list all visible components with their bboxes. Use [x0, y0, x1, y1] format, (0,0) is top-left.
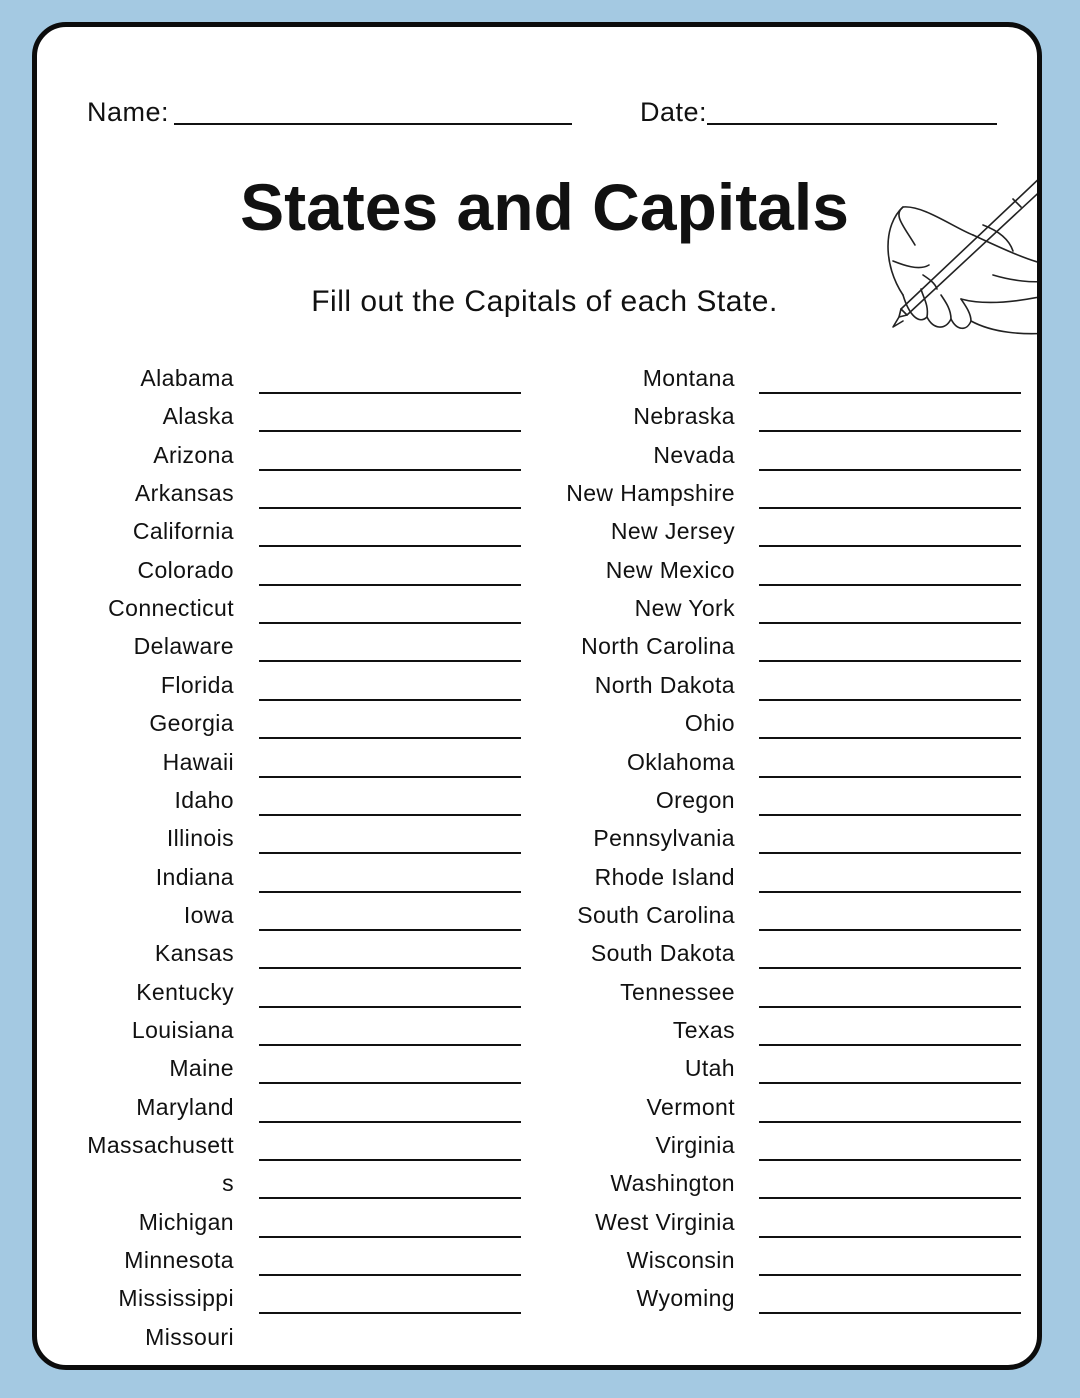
capital-answer-line[interactable] — [759, 545, 1021, 547]
date-label: Date: — [640, 97, 708, 127]
instructions: Fill out the Capitals of each State. — [311, 285, 778, 318]
state-label: New York — [634, 595, 735, 622]
capital-answer-line[interactable] — [259, 737, 521, 739]
capital-answer-line[interactable] — [259, 584, 521, 586]
state-label: Rhode Island — [594, 863, 735, 890]
state-label: Vermont — [646, 1093, 735, 1120]
capital-answer-line[interactable] — [259, 1197, 521, 1199]
capital-answer-line[interactable] — [259, 622, 521, 624]
name-line[interactable] — [174, 123, 572, 125]
state-label: Louisiana — [131, 1016, 234, 1043]
capital-answer-line[interactable] — [259, 891, 521, 893]
capital-answer-line[interactable] — [259, 430, 521, 432]
capital-answer-line[interactable] — [259, 1312, 521, 1314]
capital-answer-line[interactable] — [759, 814, 1021, 816]
state-label: Wisconsin — [626, 1247, 735, 1274]
state-label: Alabama — [140, 365, 234, 391]
state-label: Maryland — [136, 1093, 234, 1120]
capital-answer-line[interactable] — [759, 1121, 1021, 1123]
state-label: Montana — [642, 365, 735, 391]
capital-answer-line[interactable] — [259, 776, 521, 778]
capital-answer-line[interactable] — [259, 545, 521, 547]
state-label: Oregon — [655, 786, 735, 813]
capital-answer-line[interactable] — [759, 929, 1021, 931]
state-label: Kentucky — [136, 978, 234, 1005]
capital-answer-line[interactable] — [759, 430, 1021, 432]
capital-answer-line[interactable] — [759, 1044, 1021, 1046]
capital-answer-line[interactable] — [759, 776, 1021, 778]
capital-answer-line[interactable] — [759, 622, 1021, 624]
state-label: Utah — [684, 1055, 735, 1082]
state-label: s — [222, 1170, 234, 1197]
state-label: Ohio — [684, 710, 735, 737]
state-label: South Carolina — [577, 901, 735, 928]
date-line[interactable] — [707, 123, 997, 125]
state-label: New Mexico — [605, 556, 735, 583]
state-label: Hawaii — [162, 748, 234, 775]
state-label: Washington — [610, 1170, 735, 1197]
state-label: Illinois — [166, 825, 234, 852]
capital-answer-line[interactable] — [759, 891, 1021, 893]
state-label: South Dakota — [590, 940, 735, 967]
capital-answer-line[interactable] — [759, 507, 1021, 509]
state-label: Delaware — [133, 633, 234, 660]
capital-answer-line[interactable] — [259, 392, 521, 394]
capital-answer-line[interactable] — [759, 967, 1021, 969]
capital-answer-line[interactable] — [259, 967, 521, 969]
state-label: Florida — [160, 671, 234, 698]
state-label: Colorado — [137, 556, 234, 583]
state-label: Nevada — [653, 441, 735, 468]
capital-answer-line[interactable] — [759, 660, 1021, 662]
state-label: Kansas — [154, 940, 234, 967]
state-label: New Jersey — [610, 518, 735, 545]
worksheet — [32, 22, 1042, 1370]
state-label: Tennessee — [620, 978, 735, 1005]
state-label: Idaho — [174, 786, 234, 813]
capital-answer-line[interactable] — [759, 469, 1021, 471]
capital-answer-line[interactable] — [259, 1236, 521, 1238]
state-label: Connecticut — [108, 595, 234, 622]
state-label: Texas — [672, 1016, 735, 1043]
state-label: Arizona — [153, 441, 234, 468]
capital-answer-line[interactable] — [259, 1159, 521, 1161]
state-label: Iowa — [183, 901, 234, 928]
capital-answer-line[interactable] — [759, 1082, 1021, 1084]
state-label: Michigan — [138, 1208, 234, 1235]
capital-answer-line[interactable] — [259, 469, 521, 471]
state-label: Minnesota — [124, 1247, 234, 1274]
capital-answer-line[interactable] — [759, 584, 1021, 586]
state-label: Virginia — [655, 1132, 735, 1158]
state-label: Mississippi — [118, 1285, 234, 1312]
capital-answer-line[interactable] — [259, 1082, 521, 1084]
capital-answer-line[interactable] — [259, 660, 521, 662]
capital-answer-line[interactable] — [759, 1006, 1021, 1008]
state-label: Wyoming — [636, 1285, 735, 1312]
capital-answer-line[interactable] — [759, 1236, 1021, 1238]
capital-answer-line[interactable] — [259, 814, 521, 816]
capital-answer-line[interactable] — [259, 1006, 521, 1008]
capital-answer-line[interactable] — [759, 1159, 1021, 1161]
page-title: States and Capitals — [240, 170, 849, 244]
capital-answer-line[interactable] — [759, 1312, 1021, 1314]
capital-answer-line[interactable] — [759, 699, 1021, 701]
state-label: Maine — [169, 1055, 234, 1082]
capital-answer-line[interactable] — [759, 392, 1021, 394]
capital-answer-line[interactable] — [259, 1044, 521, 1046]
state-label: Pennsylvania — [593, 825, 735, 852]
capital-answer-line[interactable] — [259, 1274, 521, 1276]
state-label: New Hampshire — [566, 480, 735, 507]
capital-answer-line[interactable] — [259, 699, 521, 701]
state-label: Nebraska — [633, 403, 735, 430]
name-label: Name: — [87, 97, 170, 127]
capital-answer-line[interactable] — [259, 507, 521, 509]
capital-answer-line[interactable] — [759, 1274, 1021, 1276]
state-label: Oklahoma — [626, 748, 735, 775]
state-label: Arkansas — [134, 480, 234, 507]
capital-answer-line[interactable] — [759, 737, 1021, 739]
hand-pencil-icon — [863, 165, 1042, 345]
capital-answer-line[interactable] — [759, 852, 1021, 854]
state-label: Missouri — [145, 1323, 234, 1350]
state-label: Georgia — [149, 710, 234, 737]
capital-answer-line[interactable] — [259, 1121, 521, 1123]
capital-answer-line[interactable] — [759, 1197, 1021, 1199]
state-label: Massachusett — [87, 1132, 234, 1158]
state-label: Alaska — [162, 403, 234, 430]
capital-answer-line[interactable] — [259, 929, 521, 931]
state-label: California — [132, 518, 234, 545]
state-label: West Virginia — [595, 1208, 735, 1235]
capital-answer-line[interactable] — [259, 852, 521, 854]
state-label: North Dakota — [594, 671, 735, 698]
state-label: North Carolina — [581, 633, 735, 660]
state-label: Indiana — [155, 863, 234, 890]
